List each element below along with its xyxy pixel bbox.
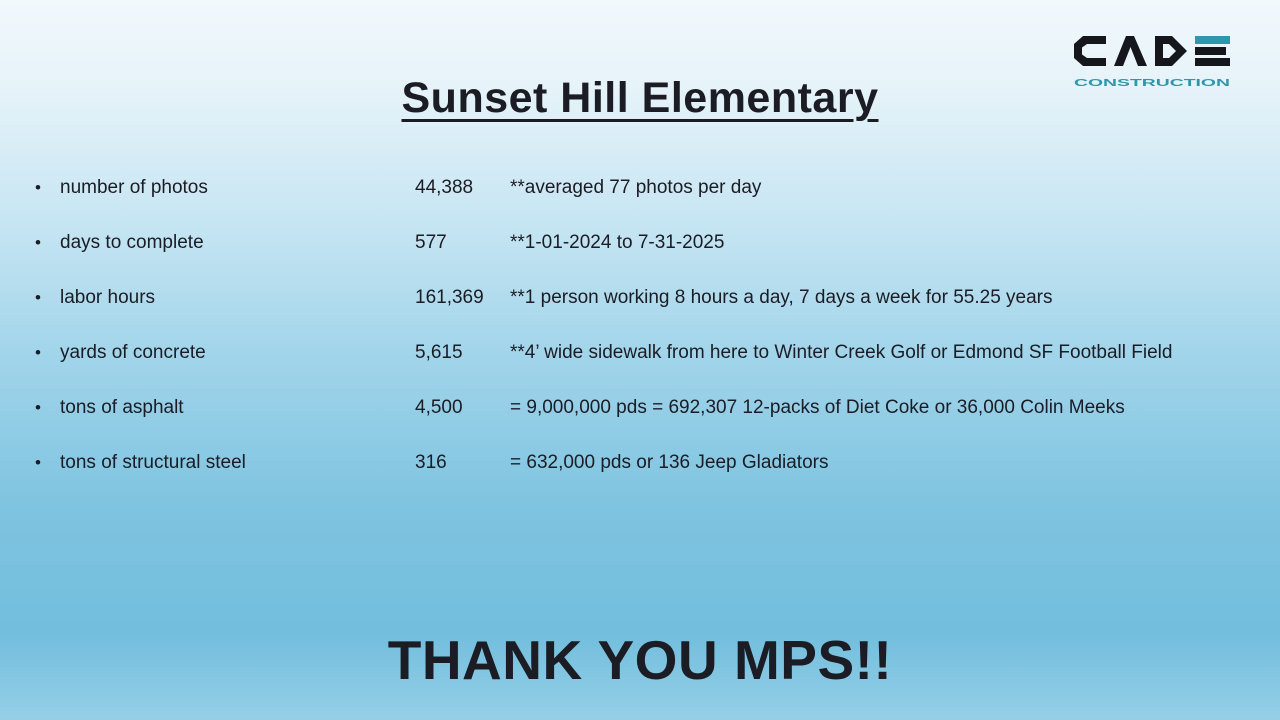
bullet-icon: •: [35, 178, 41, 197]
bullet-icon: •: [35, 398, 41, 417]
bullet-icon: •: [35, 233, 41, 252]
stat-label: labor hours: [60, 287, 156, 308]
bullet-icon: •: [35, 343, 41, 362]
thank-you-text: THANK YOU MPS!!: [387, 629, 893, 691]
cade-construction-label: CONSTRUCTION: [1074, 78, 1230, 89]
cade-wordmark: [1074, 36, 1230, 66]
stat-label: number of photos: [60, 177, 208, 198]
stat-note: **1 person working 8 hours a day, 7 days a week for 55.25 years: [510, 287, 1053, 308]
bullet-icon: •: [35, 288, 41, 307]
stat-note: **averaged 77 photos per day: [510, 177, 762, 198]
stat-note: **4’ wide sidewalk from here to Winter Creek Golf or Edmond SF Football Field: [510, 342, 1173, 363]
stat-value: 577: [415, 232, 447, 253]
stat-label: yards of concrete: [60, 342, 206, 363]
stat-label: tons of asphalt: [60, 397, 184, 418]
stats-list: [35, 177, 1272, 474]
stat-label: days to complete: [60, 232, 204, 253]
stat-row-photos: [35, 177, 1272, 199]
stat-label: tons of structural steel: [60, 452, 246, 473]
stat-note: = 9,000,000 pds = 692,307 12-packs of Diet Coke or 36,000 Colin Meeks: [510, 397, 1125, 418]
stat-row-labor-hours: [35, 287, 1272, 309]
stat-value: 5,615: [415, 342, 463, 363]
stat-row-days: [35, 232, 1272, 254]
stat-value: 4,500: [415, 397, 463, 418]
stat-row-steel: [35, 452, 1272, 474]
stat-row-concrete: [35, 342, 1272, 364]
stat-note: = 632,000 pds or 136 Jeep Gladiators: [510, 452, 829, 473]
bullet-icon: •: [35, 453, 41, 472]
stat-value: 44,388: [415, 177, 474, 198]
stat-row-asphalt: [35, 397, 1272, 419]
stat-value: 316: [415, 452, 447, 473]
stat-note: **1-01-2024 to 7-31-2025: [510, 232, 725, 253]
page-title: Sunset Hill Elementary: [401, 74, 879, 122]
stat-value: 161,369: [415, 287, 484, 308]
